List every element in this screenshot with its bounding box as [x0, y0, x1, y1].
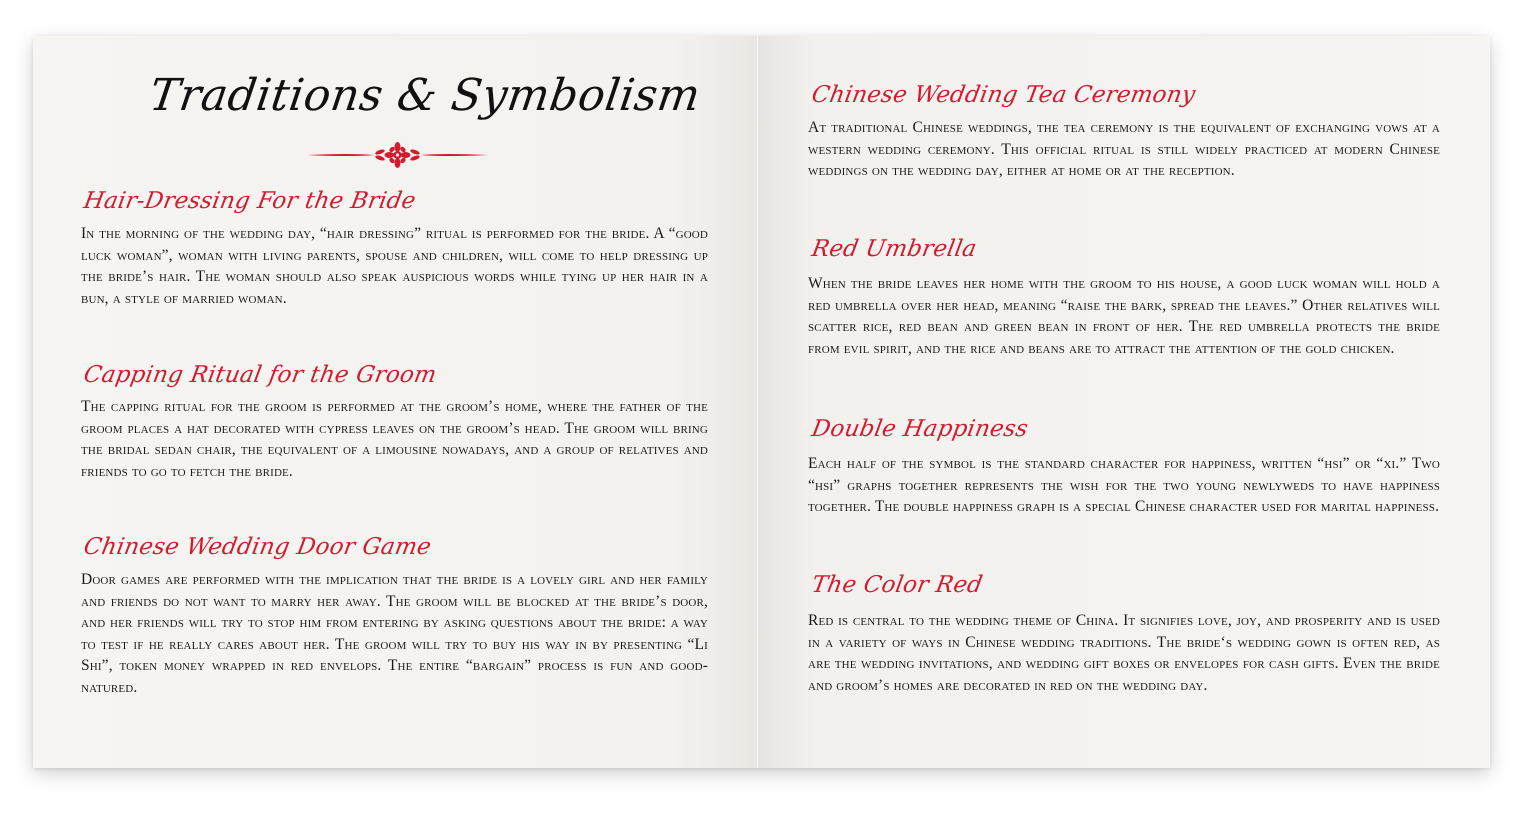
section-body: Door games are performed with the implication that the bride is a lovely girl and her family and friends do not want to marry her away. The groom will be blocked at the bride’s door, and her friends will try to stop him from entering by asking questions about the bride: a way to test if he really cares about her. The groom will try to buy his way in by presenting “Li Shi”, token money wrapped in red envelops. The entire “bargain” process is fun and good-natured.	[81, 571, 708, 696]
section-heading: Red Umbrella	[809, 236, 979, 262]
section-heading: The Color Red	[809, 572, 985, 598]
section-heading: Hair-Dressing For the Bride	[81, 188, 418, 214]
floral-divider-icon	[305, 140, 490, 170]
section-body: In the morning of the wedding day, “hair dressing” ritual is performed for the bride. A “good luck woman”, woman with living parents, spouse and children, will come to help dressing up the bride’s hair. The woman should also speak auspicious words while tying up her hair in a bun, a style of married woman.	[81, 225, 708, 307]
section-body: At traditional Chinese weddings, the tea ceremony is the equivalent of exchanging vows at a western wedding ceremony. This official ritual is still widely practiced at modern Chinese weddings on the wedding day, either at home or at the reception.	[808, 119, 1440, 180]
section-heading: Chinese Wedding Tea Ceremony	[809, 82, 1198, 108]
section-body: The capping ritual for the groom is performed at the groom’s home, where the father of the groom places a hat decorated with cypress leaves on the groom’s head. The groom will bring the bridal sedan chair, the equivalent of a limousine nowadays, and a group of relatives and friends to go to fetch the bride.	[81, 398, 708, 480]
page-title: Traditions & Symbolism	[146, 70, 704, 121]
booklet-fold	[756, 36, 759, 768]
section-body: When the bride leaves her home with the groom to his house, a good luck woman will hold a red umbrella over her head, meaning “raise the bark, spread the leaves.” Other relatives will scatter rice, red bean and green bean in front of her. The red umbrella protects the bride from evil spirit, and the rice and beans are to attract the attention of the gold chicken.	[808, 275, 1440, 357]
section-heading: Double Happiness	[809, 416, 1031, 442]
section-body: Each half of the symbol is the standard character for happiness, written “hsi” or “xi.” Two “hsi” graphs together represents the wish for the two young newlyweds to have happiness together. The double happiness graph is a special Chinese character used for marital happiness.	[808, 455, 1440, 516]
section-heading: Capping Ritual for the Groom	[81, 362, 439, 388]
section-heading: Chinese Wedding Door Game	[81, 534, 434, 560]
section-body: Red is central to the wedding theme of China. It signifies love, joy, and prosperity and is used in a variety of ways in Chinese wedding traditions. The bride‘s wedding gown is often red, as are the wedding invitations, and wedding gift boxes or envelopes for cash gifts. Even the bride and groom’s homes are decorated in red on the wedding day.	[808, 612, 1440, 694]
